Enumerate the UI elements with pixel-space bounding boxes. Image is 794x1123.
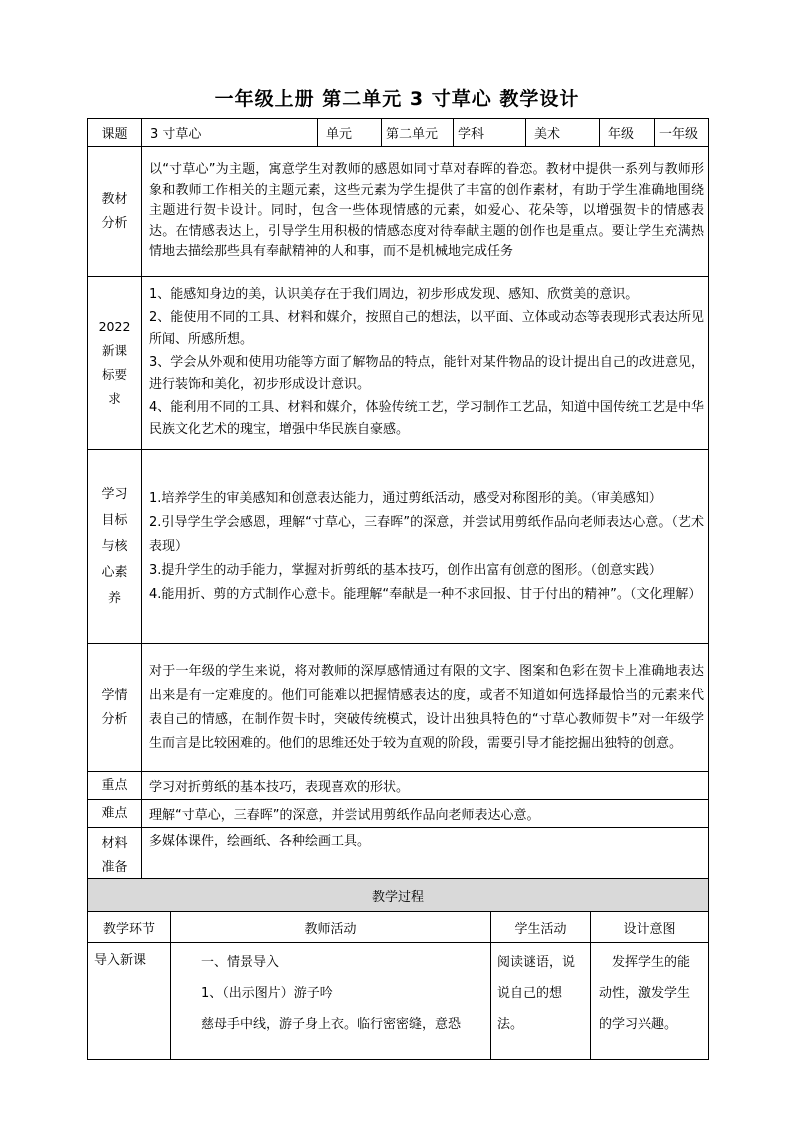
learning-goals-text	[142, 450, 709, 644]
topic-value: 3 寸草心	[142, 119, 318, 147]
teacher-activity-line: 慈母手中线，游子身上衣。临行密密缝，意恐	[201, 1017, 462, 1032]
materials-row	[88, 828, 709, 884]
student-activity-cell: 阅读谜语，说说自己的想法。	[491, 943, 591, 1060]
teaching-process-table	[87, 878, 709, 1060]
goal-item: 1.培养学生的审美感知和创意表达能力，通过剪纸活动，感受对称图形的美。（审美感知）	[149, 490, 662, 506]
standard-item: 3、学会从外观和使用功能等方面了解物品的特点，能针对某件物品的设计提出自己的改进意见，进行装饰和美化，初步形成设计意识。	[149, 354, 704, 393]
column-header-intent: 设计意图	[591, 912, 709, 943]
unit-label: 单元	[318, 119, 382, 147]
key-point-text: 学习对折剪纸的基本技巧，表现喜欢的形状。	[142, 772, 709, 800]
learning-goals-row	[88, 450, 709, 644]
grade-label: 年级	[600, 119, 655, 147]
key-point-row	[88, 772, 709, 800]
column-header-student: 学生活动	[491, 912, 591, 943]
textbook-analysis-text: 以“寸草心”为主题，寓意学生对教师的感恩如同寸草对春晖的眷恋。教材中提供一系列与教师形象和教师工作相关的主题元素，这些元素为学生提供了丰富的创作素材，有助于学生准确地围绕主题进行贺卡设计。同时，包含一些体现情感的元素，如爱心、花朵等，以增强贺卡的情感表达。在情感表达上，引导学生用积极的情感态度对待奉献主题的创作也是重点。要让学生充满热情地去描绘那些具有奉献精神的人和事，而不是机械地完成任务	[142, 147, 709, 277]
teacher-activity-line: 一、情景导入	[201, 955, 280, 970]
standard-item: 1、能感知身边的美，认识美存在于我们周边，初步形成发现、感知、欣赏美的意识。	[149, 287, 639, 303]
learning-goals-label: 学习 目标 与核 心素 养	[88, 450, 142, 644]
materials-label: 材料 准备	[88, 828, 142, 884]
column-header-teacher: 教师活动	[171, 912, 491, 943]
learner-analysis-row	[88, 644, 709, 772]
textbook-analysis-row	[88, 147, 709, 277]
learner-analysis-text: 对于一年级的学生来说，将对教师的深厚感情通过有限的文字、图案和色彩在贺卡上准确地表达出来是有一定难度的。他们可能难以把握情感表达的度，或者不知道如何选择最恰当的元素来代表自己的情感，在制作贺卡时，突破传统模式，设计出独具特色的“寸草心教师贺卡”对一年级学生而言是比较困难的。他们的思维还处于较为直观的阶段，需要引导才能挖掘出独特的创意。	[142, 644, 709, 772]
learner-analysis-label: 学情 分析	[88, 644, 142, 772]
teacher-activity-cell	[171, 943, 491, 1060]
curriculum-standards-label: 2022 新课 标要 求	[88, 277, 142, 450]
design-intent-cell: 发挥学生的能动性，激发学生的学习兴趣。	[591, 943, 709, 1060]
subject-value: 美术	[526, 119, 600, 147]
standard-item: 4、能利用不同的工具、材料和媒介，体验传统工艺，学习制作工艺品，知道中国传统工艺是中华民族文化艺术的瑰宝，增强中华民族自豪感。	[149, 399, 704, 438]
column-header-stage: 教学环节	[88, 912, 171, 943]
table-row	[88, 943, 709, 1060]
process-column-headers	[88, 912, 709, 943]
page-title: 一年级上册 第二单元 3 寸草心 教学设计	[214, 88, 580, 110]
goal-item: 2.引导学生学会感恩，理解“寸草心，三春晖”的深意，并尝试用剪纸作品向老师表达心意。（艺术表现）	[149, 514, 704, 554]
teacher-activity-line: 1、（出示图片）游子吟	[201, 986, 333, 1001]
curriculum-standards-row	[88, 277, 709, 450]
header-row	[88, 119, 709, 147]
topic-label: 课题	[88, 119, 142, 147]
difficulty-label: 难点	[88, 800, 142, 828]
key-point-label: 重点	[88, 772, 142, 800]
goal-item: 3.提升学生的动手能力，掌握对折剪纸的基本技巧，创作出富有创意的图形。（创意实践）	[149, 562, 662, 578]
difficulty-row	[88, 800, 709, 828]
difficulty-text: 理解“寸草心，三春晖”的深意，并尝试用剪纸作品向老师表达心意。	[142, 800, 709, 828]
grade-value: 一年级	[655, 119, 709, 147]
unit-value: 第二单元	[382, 119, 454, 147]
materials-text: 多媒体课件，绘画纸、各种绘画工具。	[142, 828, 709, 884]
teaching-process-heading: 教学过程	[88, 879, 709, 912]
goal-item: 4.能用折、剪的方式制作心意卡。能理解“奉献是一种不求回报、甘于付出的精神”。（文化理解）	[149, 586, 702, 602]
curriculum-standards-text	[142, 277, 709, 450]
stage-cell: 导入新课	[88, 943, 171, 1060]
standard-item: 2、能使用不同的工具、材料和媒介，按照自己的想法，以平面、立体或动态等表现形式表达所见所闻、所感所想。	[149, 309, 704, 348]
textbook-analysis-label: 教材 分析	[88, 147, 142, 277]
subject-label: 学科	[454, 119, 526, 147]
lesson-info-table	[87, 118, 709, 884]
